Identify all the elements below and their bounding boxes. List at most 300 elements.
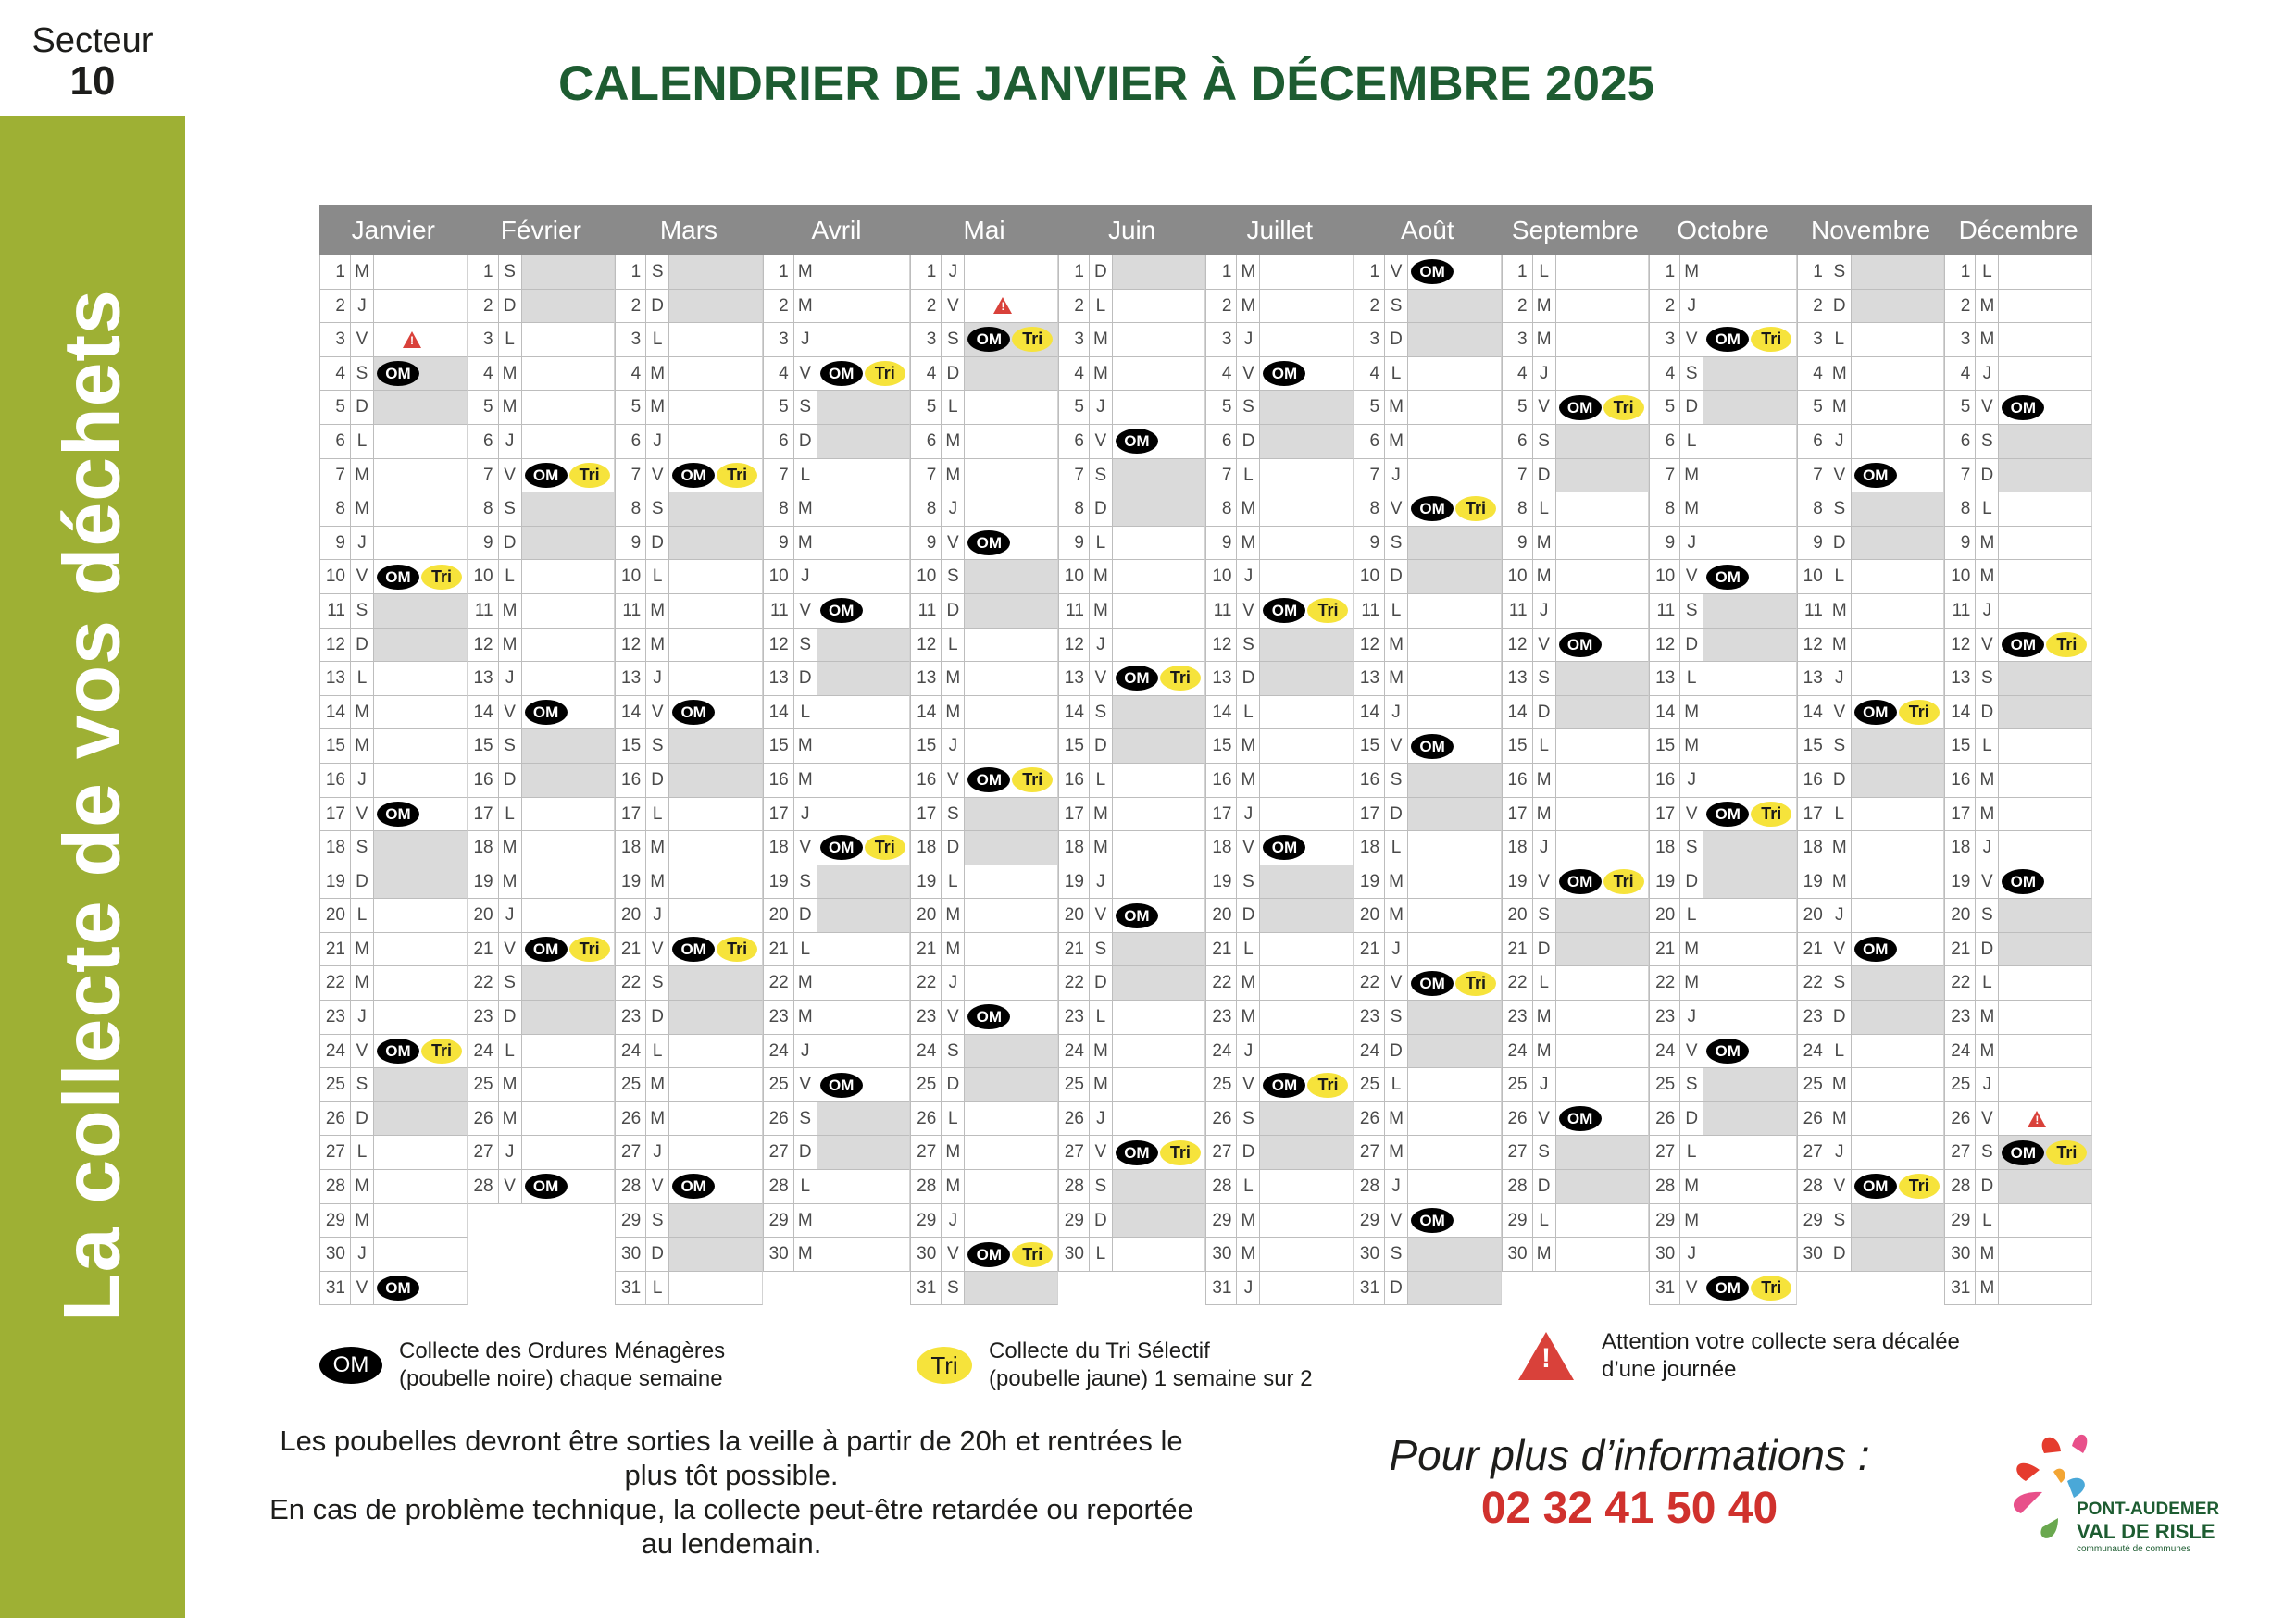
day-letter: V [1385, 729, 1408, 763]
day-letter: V [942, 290, 965, 323]
om-badge-icon: OM [2002, 395, 2044, 420]
day-row [910, 255, 1058, 290]
day-number: 18 [1206, 831, 1237, 865]
day-row [1944, 629, 2092, 663]
collection-tags [1556, 869, 1644, 894]
collection-tags [522, 1174, 568, 1199]
day-number: 2 [1503, 290, 1533, 323]
month-header: Septembre [1511, 216, 1639, 244]
month-column [1058, 255, 1206, 1305]
day-number: 20 [320, 899, 351, 932]
day-number: 24 [320, 1035, 351, 1068]
day-letter: M [499, 1068, 522, 1101]
day-row [1944, 357, 2092, 392]
day-number: 28 [1354, 1170, 1385, 1203]
day-letter: L [942, 865, 965, 899]
om-badge-icon: OM [1116, 1140, 1158, 1165]
month-header: Juin [1107, 216, 1156, 244]
day-row [1797, 1136, 1945, 1170]
day-row [1354, 594, 1502, 629]
day-number: 17 [911, 798, 942, 831]
collection-tags [817, 835, 905, 860]
day-row [1797, 798, 1945, 832]
day-number: 27 [1945, 1136, 1976, 1169]
day-row [615, 492, 763, 527]
day-row [1797, 255, 1945, 290]
day-row [319, 662, 468, 696]
day-number: 7 [616, 459, 646, 492]
day-row [1797, 764, 1945, 798]
day-letter: L [1976, 492, 1999, 526]
day-row [1205, 492, 1354, 527]
day-number: 13 [1650, 662, 1680, 695]
day-number: 19 [1354, 865, 1385, 899]
day-number: 27 [911, 1136, 942, 1169]
day-number: 21 [616, 933, 646, 966]
day-letter: J [646, 899, 669, 932]
day-number: 2 [616, 290, 646, 323]
day-letter: S [1533, 662, 1556, 695]
day-number: 20 [764, 899, 794, 932]
day-number: 5 [1798, 391, 1828, 424]
day-number: 16 [1650, 764, 1680, 797]
day-letter: L [942, 629, 965, 662]
day-number: 13 [764, 662, 794, 695]
collection-tags [817, 598, 863, 623]
day-number: 9 [1503, 527, 1533, 560]
day-number: 11 [911, 594, 942, 628]
collection-tags [1703, 802, 1791, 827]
day-letter: D [1828, 1001, 1852, 1034]
day-number: 31 [1354, 1272, 1385, 1305]
day-row [1205, 357, 1354, 392]
day-number: 6 [1503, 425, 1533, 458]
day-row [319, 459, 468, 493]
month-column [1205, 255, 1354, 1305]
page-title-text: CALENDRIER DE JANVIER À DÉCEMBRE 2025 [558, 56, 1654, 111]
day-letter: V [942, 527, 965, 560]
day-number: 6 [320, 425, 351, 458]
day-row [615, 290, 763, 324]
day-row [1944, 1136, 2092, 1170]
day-number: 2 [1650, 290, 1680, 323]
day-row [1058, 933, 1206, 967]
day-row [1649, 1035, 1797, 1069]
day-number: 17 [320, 798, 351, 831]
day-number: 4 [1650, 357, 1680, 391]
day-row [1797, 629, 1945, 663]
day-letter: M [1533, 1238, 1556, 1271]
day-number: 3 [1650, 323, 1680, 356]
day-number: 25 [1945, 1068, 1976, 1101]
collection-tags [965, 1004, 1010, 1029]
day-row [1058, 425, 1206, 459]
day-row [319, 696, 468, 730]
day-row [1058, 527, 1206, 561]
day-row [1944, 764, 2092, 798]
day-letter: L [1090, 1238, 1113, 1271]
day-row [319, 255, 468, 290]
om-badge-icon: OM [1706, 802, 1749, 827]
collection-tags [374, 565, 462, 590]
day-number: 15 [1059, 729, 1090, 763]
day-letter: L [942, 1102, 965, 1136]
day-number: 20 [1503, 899, 1533, 932]
day-row [1649, 290, 1797, 324]
day-number: 3 [468, 323, 499, 356]
day-letter: L [1237, 696, 1260, 729]
day-number: 6 [911, 425, 942, 458]
day-number: 30 [1059, 1238, 1090, 1271]
day-letter: M [1237, 966, 1260, 1000]
day-row [1502, 662, 1650, 696]
day-letter: V [351, 1035, 374, 1068]
day-row [1354, 323, 1502, 357]
collection-tags [1260, 1073, 1348, 1098]
notice-line4: au lendemain. [641, 1527, 822, 1560]
day-letter: V [646, 1170, 669, 1203]
day-row [910, 492, 1058, 527]
day-number: 9 [1650, 527, 1680, 560]
day-number: 19 [616, 865, 646, 899]
day-letter: L [1976, 1204, 1999, 1238]
day-letter: S [1828, 729, 1852, 763]
day-letter: V [1385, 255, 1408, 289]
day-letter: V [1237, 831, 1260, 865]
day-letter: J [499, 425, 522, 458]
day-row [1502, 831, 1650, 865]
collection-tags [1113, 1140, 1201, 1165]
day-row [615, 966, 763, 1001]
day-number: 4 [1206, 357, 1237, 391]
day-row [1797, 729, 1945, 764]
day-row [1797, 899, 1945, 933]
day-letter: V [351, 560, 374, 593]
day-number: 10 [1206, 560, 1237, 593]
day-number: 1 [911, 255, 942, 289]
om-badge-icon: OM [377, 802, 419, 827]
day-row [1058, 1102, 1206, 1137]
day-letter: S [794, 391, 817, 424]
day-row [1205, 899, 1354, 933]
day-row [468, 1102, 616, 1137]
day-letter: M [646, 831, 669, 865]
day-number: 12 [468, 629, 499, 662]
day-row [1649, 798, 1797, 832]
day-row [1205, 527, 1354, 561]
day-row [1797, 662, 1945, 696]
collection-tags [1999, 1140, 2087, 1165]
day-number: 26 [911, 1102, 942, 1136]
day-letter: J [351, 290, 374, 323]
day-letter: M [1237, 729, 1260, 763]
day-number: 24 [1798, 1035, 1828, 1068]
day-letter: S [1385, 1001, 1408, 1034]
day-number: 4 [764, 357, 794, 391]
day-row [1205, 966, 1354, 1001]
day-row [615, 729, 763, 764]
day-number: 8 [468, 492, 499, 526]
day-number: 26 [1503, 1102, 1533, 1136]
day-row [1205, 1001, 1354, 1035]
day-letter: M [646, 1102, 669, 1136]
day-row [763, 729, 911, 764]
day-letter: S [1533, 1136, 1556, 1169]
day-number: 3 [1059, 323, 1090, 356]
day-letter: S [942, 323, 965, 356]
day-letter: M [1385, 629, 1408, 662]
day-number: 20 [1798, 899, 1828, 932]
day-row [615, 425, 763, 459]
day-letter: S [1976, 662, 1999, 695]
day-letter: J [1385, 1170, 1408, 1203]
day-number: 10 [320, 560, 351, 593]
day-row [763, 865, 911, 900]
tri-badge-icon: Tri [569, 937, 610, 962]
day-letter: S [1237, 1102, 1260, 1136]
day-number: 30 [1945, 1238, 1976, 1271]
collection-tags [374, 331, 421, 348]
day-number: 23 [1206, 1001, 1237, 1034]
day-number: 10 [764, 560, 794, 593]
day-number: 30 [320, 1238, 351, 1271]
day-row [763, 391, 911, 425]
collection-tags [1260, 835, 1305, 860]
tri-badge-icon: Tri [917, 1347, 972, 1384]
day-number: 29 [1503, 1204, 1533, 1238]
day-letter: J [1680, 1001, 1703, 1034]
day-row [319, 357, 468, 392]
tri-badge-icon: Tri [1012, 767, 1053, 792]
tri-badge-icon: Tri [1307, 598, 1348, 623]
day-number: 20 [1945, 899, 1976, 932]
day-row [910, 933, 1058, 967]
day-number: 24 [764, 1035, 794, 1068]
day-letter: L [646, 798, 669, 831]
day-row [1649, 255, 1797, 290]
day-number: 19 [1059, 865, 1090, 899]
day-letter: D [646, 527, 669, 560]
day-letter: M [1533, 527, 1556, 560]
day-row [468, 1136, 616, 1170]
day-letter: V [1533, 391, 1556, 424]
day-row [1797, 1068, 1945, 1102]
day-row [763, 255, 911, 290]
day-row [763, 831, 911, 865]
day-number: 20 [468, 899, 499, 932]
om-badge-icon: OM [820, 1073, 863, 1098]
day-letter: J [1090, 865, 1113, 899]
om-badge-icon: OM [1854, 1174, 1897, 1199]
day-number: 3 [616, 323, 646, 356]
day-row [1797, 1001, 1945, 1035]
day-number: 1 [1059, 255, 1090, 289]
day-row [615, 1170, 763, 1204]
day-letter: S [794, 1102, 817, 1136]
day-row [1944, 865, 2092, 900]
day-row [1205, 662, 1354, 696]
day-number: 1 [468, 255, 499, 289]
day-letter: L [794, 459, 817, 492]
om-badge-icon: OM [1116, 429, 1158, 454]
day-letter: M [499, 831, 522, 865]
day-number: 6 [468, 425, 499, 458]
day-letter: L [1680, 425, 1703, 458]
day-number: 14 [1206, 696, 1237, 729]
day-row [1205, 1136, 1354, 1170]
day-letter: S [646, 492, 669, 526]
legend-om-line2: (poubelle noire) chaque semaine [399, 1366, 723, 1391]
day-letter: J [1533, 594, 1556, 628]
day-letter: L [499, 323, 522, 356]
day-number: 7 [1206, 459, 1237, 492]
day-row [1502, 255, 1650, 290]
day-letter: L [1090, 764, 1113, 797]
day-number: 21 [911, 933, 942, 966]
day-number: 5 [616, 391, 646, 424]
day-number: 8 [1798, 492, 1828, 526]
day-row [1797, 459, 1945, 493]
day-letter: M [794, 1001, 817, 1034]
day-number: 13 [468, 662, 499, 695]
tri-badge-icon: Tri [865, 835, 905, 860]
day-row [910, 764, 1058, 798]
day-letter: J [1090, 629, 1113, 662]
day-row [1354, 933, 1502, 967]
day-number: 29 [1650, 1204, 1680, 1238]
day-number: 16 [1503, 764, 1533, 797]
day-number: 12 [1503, 629, 1533, 662]
day-row [1502, 1204, 1650, 1238]
day-letter: M [1090, 831, 1113, 865]
legend-om-line1: Collecte des Ordures Ménagères [399, 1338, 726, 1363]
day-number: 28 [1945, 1170, 1976, 1203]
day-number: 17 [1059, 798, 1090, 831]
day-row [1944, 391, 2092, 425]
month-column [615, 255, 763, 1305]
collection-tags [1113, 903, 1158, 928]
day-letter: V [942, 764, 965, 797]
day-row [1058, 1136, 1206, 1170]
day-letter: M [1680, 1204, 1703, 1238]
day-number: 11 [1945, 594, 1976, 628]
month-header: Février [500, 216, 581, 244]
day-number: 12 [1059, 629, 1090, 662]
day-number: 5 [1206, 391, 1237, 424]
day-row [763, 662, 911, 696]
day-letter: J [1385, 696, 1408, 729]
day-row [319, 1001, 468, 1035]
day-number: 14 [616, 696, 646, 729]
day-number: 22 [911, 966, 942, 1000]
day-number: 7 [1503, 459, 1533, 492]
day-row [615, 798, 763, 832]
day-number: 2 [1798, 290, 1828, 323]
day-number: 19 [1206, 865, 1237, 899]
day-number: 19 [1503, 865, 1533, 899]
day-row [763, 696, 911, 730]
day-letter: D [1533, 459, 1556, 492]
day-number: 27 [1059, 1136, 1090, 1169]
day-number: 8 [1059, 492, 1090, 526]
info-phone[interactable]: 02 32 41 50 40 [1480, 1484, 1778, 1533]
day-letter: L [942, 391, 965, 424]
day-row [910, 696, 1058, 730]
day-number: 8 [320, 492, 351, 526]
day-letter: S [1237, 391, 1260, 424]
day-row [1797, 391, 1945, 425]
om-badge-icon: OM [967, 1242, 1010, 1267]
day-row [1797, 831, 1945, 865]
day-row [1354, 459, 1502, 493]
day-row [1205, 1068, 1354, 1102]
om-badge-icon: OM [967, 1004, 1010, 1029]
day-number: 8 [764, 492, 794, 526]
sector-number: 10 [69, 58, 116, 104]
day-row [763, 323, 911, 357]
day-letter: L [1385, 1068, 1408, 1101]
day-number: 22 [1503, 966, 1533, 1000]
day-number: 1 [764, 255, 794, 289]
tri-badge-icon: Tri [1012, 327, 1053, 352]
day-row [319, 527, 468, 561]
day-row [1944, 290, 2092, 324]
om-badge-icon: OM [1559, 395, 1602, 420]
day-number: 28 [320, 1170, 351, 1203]
day-letter: M [1828, 357, 1852, 391]
day-row [910, 899, 1058, 933]
day-number: 21 [1650, 933, 1680, 966]
day-number: 2 [1945, 290, 1976, 323]
day-number: 29 [1059, 1204, 1090, 1238]
day-letter: D [1976, 933, 1999, 966]
legend-om [319, 1333, 725, 1398]
day-row [1649, 933, 1797, 967]
day-row [1354, 1001, 1502, 1035]
day-number: 17 [616, 798, 646, 831]
day-letter: D [794, 425, 817, 458]
day-row [615, 1102, 763, 1137]
om-badge-icon: OM [1116, 666, 1158, 691]
tri-badge-icon: Tri [421, 565, 462, 590]
notice-line3: En cas de problème technique, la collecte peut-être retardée ou reportée [269, 1493, 1193, 1525]
day-number: 23 [911, 1001, 942, 1034]
day-letter: V [1237, 594, 1260, 628]
day-row [1354, 1170, 1502, 1204]
day-letter: J [1237, 1272, 1260, 1305]
day-number: 23 [616, 1001, 646, 1034]
day-letter: S [942, 1272, 965, 1305]
day-number: 6 [616, 425, 646, 458]
day-letter: J [1828, 662, 1852, 695]
day-letter: M [1828, 391, 1852, 424]
day-row [763, 1170, 911, 1204]
day-letter: L [646, 323, 669, 356]
day-letter: M [1828, 831, 1852, 865]
om-badge-icon: OM [1411, 1208, 1454, 1233]
collection-tags [1113, 666, 1201, 691]
day-row [1502, 966, 1650, 1001]
day-row [1502, 527, 1650, 561]
tri-badge-icon: Tri [1160, 666, 1201, 691]
tri-badge-icon: Tri [1307, 1073, 1348, 1098]
day-number: 8 [1503, 492, 1533, 526]
day-number: 18 [1798, 831, 1828, 865]
day-row [1354, 255, 1502, 290]
day-row [615, 696, 763, 730]
day-number: 11 [1354, 594, 1385, 628]
collection-tags [1556, 632, 1602, 657]
